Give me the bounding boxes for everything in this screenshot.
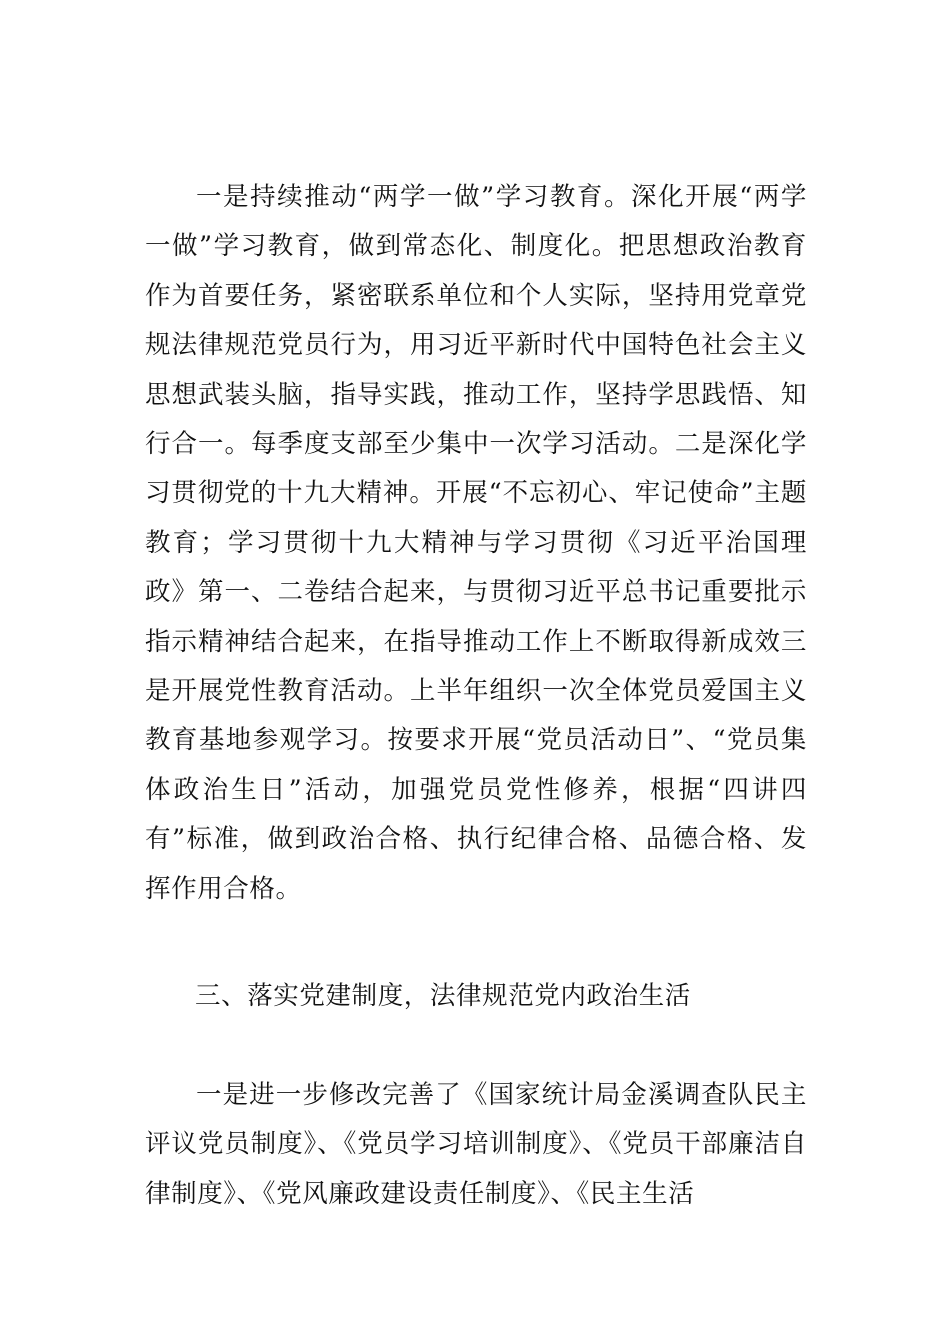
body-paragraph-regulations: 一是进一步修改完善了《国家统计局金溪调查队民主评议党员制度》、《党员学习培训制度》、《党员干部廉洁自律制度》、《党风廉政建设责任制度》、《民主生活	[145, 1080, 807, 1209]
body-paragraph-study-education: 一是持续推动“两学一做”学习教育。深化开展“两学一做”学习教育，做到常态化、制度化。把思想政治教育作为首要任务，紧密联系单位和个人实际，坚持用党章党规法律规范党员行为，用习近平新时代中国特色社会主义思想武装头脑，指导实践，推动工作，坚持学思践悟、知行合一。每季度支部至少集中一次学习活动。二是深化学习贯彻党的十九大精神。开展“不忘初心、牢记使命”主题教育；学习贯彻十九大精神与学习贯彻《习近平治国理政》第一、二卷结合起来，与贯彻习近平总书记重要批示指示精神结合起来，在指导推动工作上不断取得新成效三是开展党性教育活动。上半年组织一次全体党员爱国主义教育基地参观学习。按要求开展“党员活动日”、“党员集体政治生日”活动，加强党员党性修养，根据“四讲四有”标准，做到政治合格、执行纪律合格、品德合格、发挥作用合格。	[145, 182, 807, 904]
section-heading-party-system: 三、落实党建制度，法律规范党内政治生活	[195, 981, 691, 1011]
